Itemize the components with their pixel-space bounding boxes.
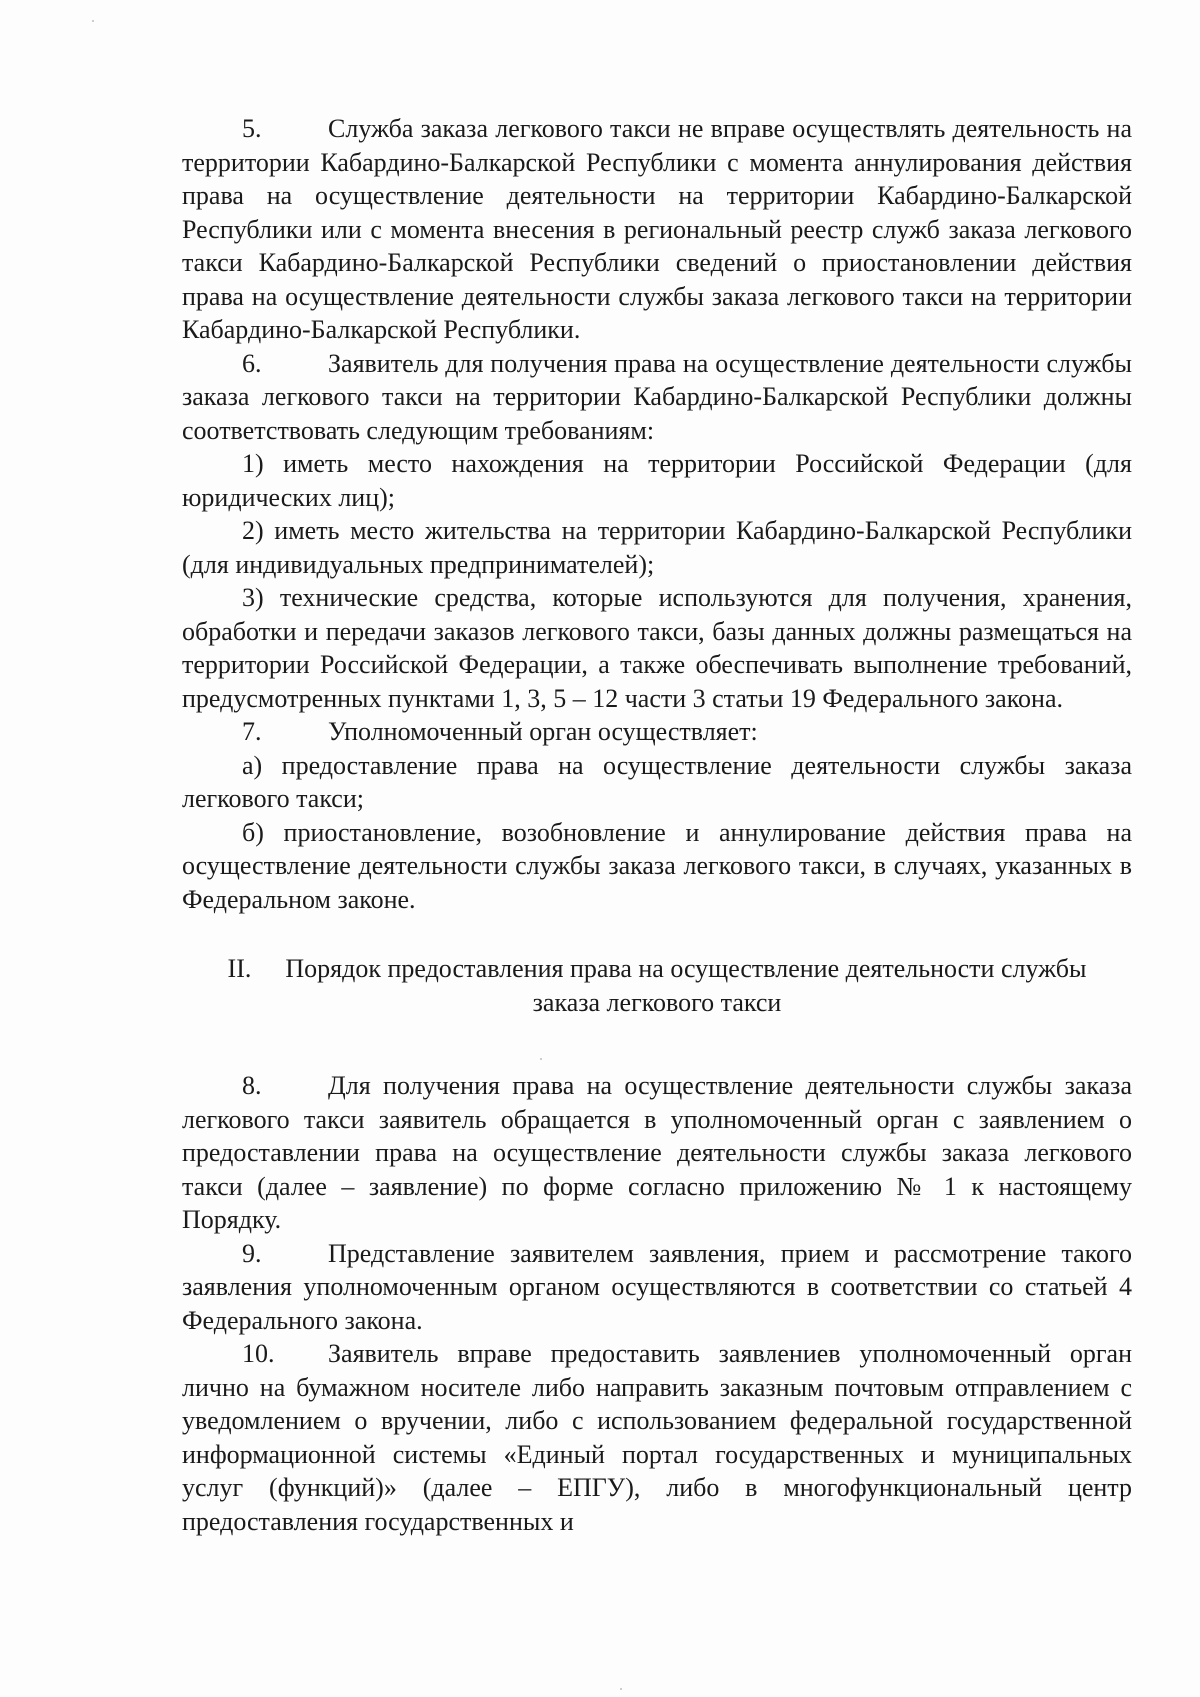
list-item-text: б) приостановление, возобновление и аннулирование действия права на осуществление деятельности службы заказа легкового такси, в случаях, указанных в Федеральном законе.	[182, 817, 1132, 914]
paragraph-10	[182, 1337, 1132, 1538]
list-item-3	[182, 581, 1132, 715]
paragraph-text: Представление заявителем заявления, прием и рассмотрение такого заявления уполномоченным органом осуществляются в соответствии со статьей 4 Федерального закона.	[182, 1238, 1132, 1335]
paragraph-text: Заявитель вправе предоставить заявлениев уполномоченный орган лично на бумажном носителе либо направить заказным почтовым отправлением с уведомлением о вручении, либо с использованием федеральной государственной информационной системы «Единый портал государственных и муниципальных услуг (функций)» (далее – ЕПГУ), либо в многофункциональный центр предоставления государственных и	[182, 1339, 1132, 1536]
paragraph-number: 7.	[242, 717, 262, 746]
paragraph-8	[182, 1069, 1132, 1237]
spacer	[182, 1019, 1132, 1069]
paragraph-text: Для получения права на осуществление деятельности службы заказа легкового такси заявитель обращается в уполномоченный орган с заявлением о предоставлении права на осуществление деятельности службы заказа легкового такси (далее – заявление) по форме согласно приложению № 1 к настоящему Порядку.	[182, 1071, 1132, 1234]
paragraph-number: 9.	[242, 1238, 262, 1268]
list-item-text: 2) иметь место жительства на территории Кабардино-Балкарской Республики (для индивидуальных предпринимателей);	[182, 516, 1132, 579]
list-item-text: 1) иметь место нахождения на территории Российской Федерации (для юридических лиц);	[182, 449, 1132, 512]
paragraph-number: 8.	[242, 1071, 262, 1100]
scan-speck	[92, 20, 94, 22]
document-body	[182, 112, 1132, 1538]
paragraph-6	[182, 347, 1132, 448]
paragraph-number: 10.	[242, 1339, 275, 1368]
paragraph-5	[182, 112, 1132, 347]
paragraph-text: Заявитель для получения права на осуществление деятельности службы заказа легкового такси на территории Кабардино-Балкарской Республики должны соответствовать следующим требованиям:	[182, 348, 1132, 445]
scan-speck	[620, 1688, 622, 1690]
section-title-text: Порядок предоставления права на осуществление деятельности службы	[285, 954, 1087, 983]
paragraph-text: Служба заказа легкового такси не вправе осуществлять деятельность на территории Кабардино-Балкарской Республики с момента аннулирования действия права на осуществление деятельности на территории Кабардино-Балкарской Республики или с момента внесения в региональный реестр служб заказа легкового такси Кабардино-Балкарской Республики сведений о приостановлении действия права на осуществление деятельности службы заказа легкового такси на территории Кабардино-Балкарской Республики.	[182, 114, 1132, 344]
list-item-text: а) предоставление права на осуществление деятельности службы заказа легкового такси;	[182, 750, 1132, 813]
section-heading-line-2: заказа легкового такси	[532, 987, 782, 1017]
list-item-1	[182, 447, 1132, 514]
paragraph-7	[182, 715, 1132, 749]
paragraph-9	[182, 1237, 1132, 1338]
paragraph-text: Уполномоченный орган осуществляет:	[328, 717, 758, 746]
list-item-text: 3) технические средства, которые используются для получения, хранения, обработки и передачи заказов легкового такси, базы данных должны размещаться на территории Российской Федерации, а также обеспечивать выполнение требований, предусмотренных пунктами 1, 3, 5 – 12 части 3 статьи 19 Федерального закона.	[182, 583, 1132, 713]
paragraph-number: 5.	[242, 114, 262, 143]
list-item-a	[182, 749, 1132, 816]
list-item-2	[182, 514, 1132, 581]
section-number: II.	[227, 954, 252, 983]
list-item-b	[182, 816, 1132, 917]
section-heading	[182, 952, 1132, 1019]
section-heading-line-1	[182, 952, 1132, 986]
paragraph-number: 6.	[242, 348, 262, 378]
